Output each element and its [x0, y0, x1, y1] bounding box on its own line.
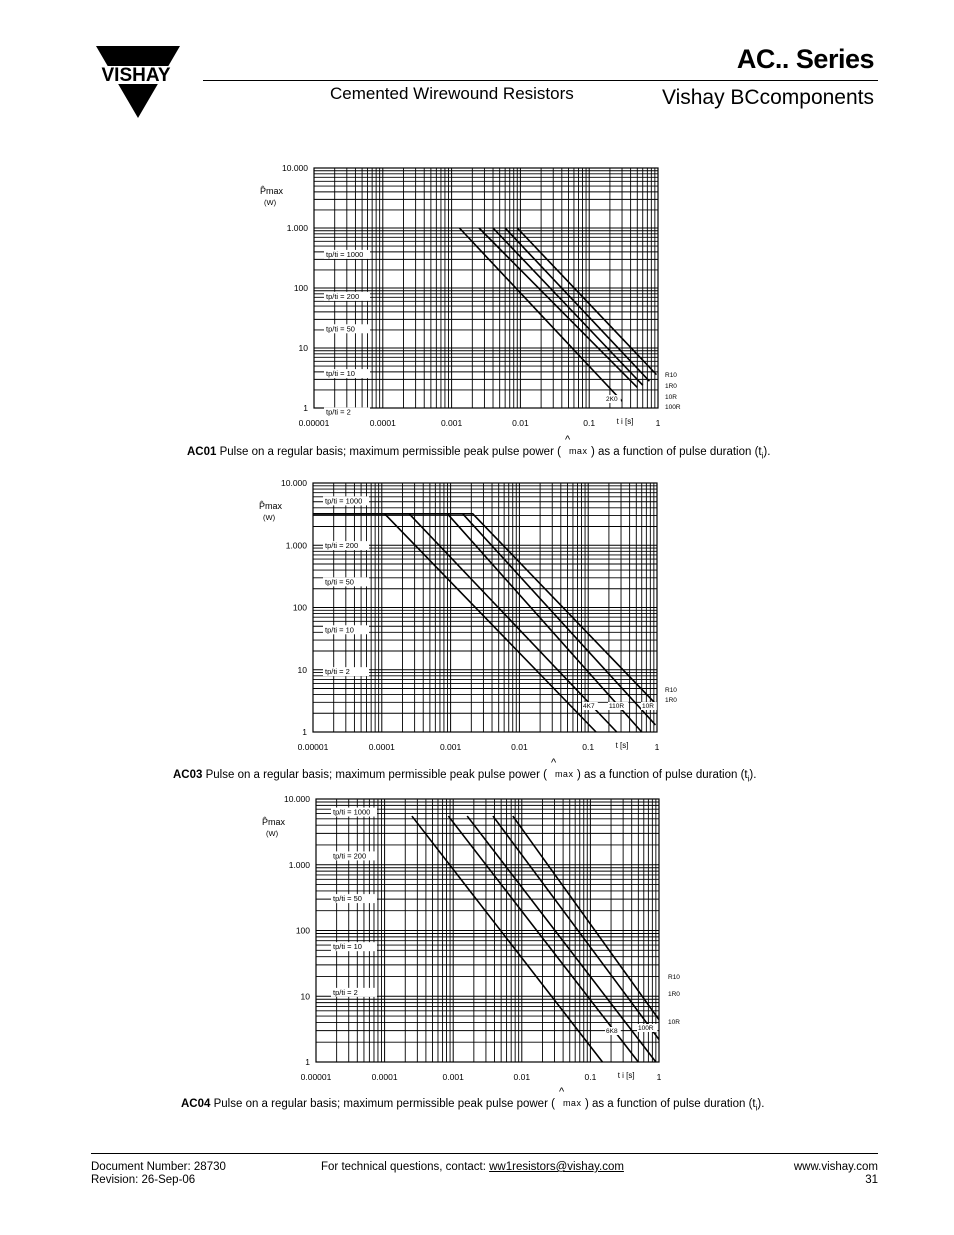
x-tick-label: 0.0001 [371, 1072, 398, 1082]
x-tick-label: 0.1 [584, 1072, 597, 1082]
ratio-label: tp/ti = 200 [333, 851, 367, 861]
ratio-label: tp/ti = 1000 [333, 807, 371, 817]
contact-email-link[interactable]: ww1resistors@vishay.com [489, 1161, 624, 1173]
caption-sub: i [761, 451, 764, 461]
curve-label: R10 [665, 687, 677, 694]
x-tick-label: 0.1 [583, 418, 596, 428]
y-axis-unit: (W) [263, 513, 276, 522]
ratio-label: tp/ti = 10 [326, 369, 355, 379]
x-tick-label: 0.001 [440, 418, 463, 428]
x-tick-label: 0.01 [511, 742, 528, 752]
curve-label: 1R0 [668, 991, 680, 998]
y-tick-label: 1.000 [288, 859, 310, 870]
x-tick-label: 0.001 [442, 1072, 464, 1082]
x-tick-label: 0.01 [513, 1072, 531, 1082]
y-tick-label: 100 [292, 602, 307, 613]
product-line: Cemented Wirewound Resistors [330, 84, 574, 103]
curve-label: 110R [609, 703, 625, 710]
ratio-label: tp/ti = 10 [325, 625, 354, 635]
x-tick-label: 0.0001 [369, 418, 396, 428]
brand-name: Vishay BCcomponents [661, 86, 874, 109]
caption-suffix: as a function of pulse duration (t [597, 446, 762, 458]
x-axis-label: t [s] [615, 741, 629, 750]
series-line [513, 816, 659, 1020]
curve-label: 2K0 [606, 396, 618, 403]
caption-ac04: AC04 Pulse on a regular basis; maximum permissible peak pulse power ( ^ max ) as a function of pulse duration $(t_i)$. [181, 1086, 765, 1113]
x-tick-label: 1 [656, 1072, 662, 1082]
contact-prefix: For technical questions, contact: [321, 1161, 490, 1173]
ratio-label: tp/ti = 1000 [325, 496, 363, 506]
y-axis-unit: (W) [264, 198, 277, 207]
y-tick-label: 10 [298, 343, 308, 353]
x-tick-label: 1 [654, 742, 660, 752]
x-tick-label: 0.00001 [298, 418, 330, 428]
y-tick-label: 1 [305, 1057, 310, 1067]
x-tick-label: 0.1 [582, 742, 595, 752]
series-line [493, 816, 659, 1039]
ratio-label: tp/ti = 2 [326, 407, 351, 417]
caption-suffix: as a function of pulse duration (t [591, 1098, 756, 1110]
y-tick-label: 10.000 [282, 163, 308, 173]
curve-label: 100R [665, 404, 681, 411]
x-tick-label: 0.001 [439, 742, 462, 752]
y-tick-label: 100 [295, 925, 310, 936]
caption-close: ). [763, 446, 771, 458]
caption-ac01: AC01 Pulse on a regular basis; maximum permissible peak pulse power ( ^ max ) as a function of pulse duration $(t_i)$. [187, 434, 771, 461]
curve-label: 10R [668, 1019, 680, 1026]
vishay-logo-text: VISHAY [101, 65, 171, 86]
ratio-label: tp/ti = 50 [326, 324, 355, 334]
caption-sub: i [755, 1103, 758, 1113]
y-axis-symbol: P̂max [259, 501, 283, 511]
ratio-label: tp/ti = 1000 [326, 249, 364, 259]
y-tick-label: 10 [300, 991, 310, 1002]
y-tick-label: 1.000 [286, 223, 308, 233]
caption-close: ). [757, 1098, 765, 1110]
ratio-label: tp/ti = 50 [325, 577, 354, 587]
y-tick-label: 10.000 [281, 478, 307, 488]
footer-doc-info [91, 1161, 226, 1187]
x-tick-label: 0.0001 [368, 742, 395, 752]
y-tick-label: 1 [303, 403, 308, 413]
y-tick-label: 1.000 [285, 540, 307, 551]
y-tick-label: 100 [293, 283, 308, 293]
caption-max: max [562, 1098, 582, 1108]
x-axis-label: t i [s] [617, 1071, 635, 1080]
y-axis-unit: (W) [266, 829, 279, 838]
caption-ac03: AC03 Pulse on a regular basis; maximum permissible peak pulse power ( ^ max ) as a function of pulse duration $(t_i)$. [173, 757, 757, 784]
caption-text: Pulse on a regular basis; maximum permissible peak pulse power [219, 446, 554, 458]
y-axis-symbol: P̂max [262, 817, 286, 827]
curve-label: 100R [638, 1025, 654, 1032]
curve-label: R10 [665, 372, 677, 379]
ratio-label: tp/ti = 10 [333, 942, 362, 952]
ratio-label: tp/ti = 200 [325, 541, 359, 551]
website[interactable]: www.vishay.com [793, 1161, 878, 1173]
x-axis-label: t i [s] [616, 417, 634, 426]
curve-label: 10R [665, 394, 677, 401]
caption-close: ). [749, 769, 757, 781]
y-tick-label: 1 [302, 727, 307, 737]
caption-model: AC01 [187, 446, 217, 458]
footer-site-info [700, 1161, 878, 1187]
x-tick-label: 1 [655, 418, 661, 428]
y-tick-label: 10 [297, 664, 307, 675]
caption-suffix: as a function of pulse duration (t [583, 769, 748, 781]
curve-label: 1R0 [665, 383, 677, 390]
ratio-label: tp/ti = 2 [325, 667, 350, 677]
caption-max: max [568, 446, 588, 456]
caption-text: Pulse on a regular basis; maximum permissible peak pulse power [213, 1098, 548, 1110]
curve-label: 6K8 [606, 1028, 618, 1035]
y-tick-label: 10.000 [284, 794, 310, 804]
x-tick-label: 0.00001 [297, 742, 329, 752]
caption-text: Pulse on a regular basis; maximum permissible peak pulse power [205, 769, 540, 781]
series-line [467, 816, 656, 1062]
series-title: AC.. Series [736, 44, 874, 74]
caption-sub: i [747, 774, 750, 784]
curve-label: 4K7 [583, 703, 595, 710]
curve-label: 1R0 [665, 697, 677, 704]
series-line [448, 816, 638, 1062]
revision: Revision: 26-Sep-06 [91, 1174, 196, 1186]
footer-contact [321, 1161, 624, 1174]
caption-model: AC04 [181, 1098, 211, 1110]
ratio-label: tp/ti = 200 [326, 291, 360, 301]
series-line [412, 816, 603, 1062]
caption-model: AC03 [173, 769, 203, 781]
x-tick-label: 0.00001 [300, 1072, 332, 1082]
x-tick-label: 0.01 [512, 418, 529, 428]
y-axis-symbol: P̂max [260, 186, 284, 196]
caption-max: max [554, 769, 574, 779]
page-number: 31 [865, 1174, 878, 1186]
footer-rule [91, 1153, 878, 1154]
ratio-label: tp/ti = 2 [333, 987, 358, 997]
curve-label: 10R [642, 703, 654, 710]
ratio-label: tp/ti = 50 [333, 894, 362, 904]
curve-label: R10 [668, 974, 680, 981]
document-number: Document Number: 28730 [91, 1161, 226, 1173]
